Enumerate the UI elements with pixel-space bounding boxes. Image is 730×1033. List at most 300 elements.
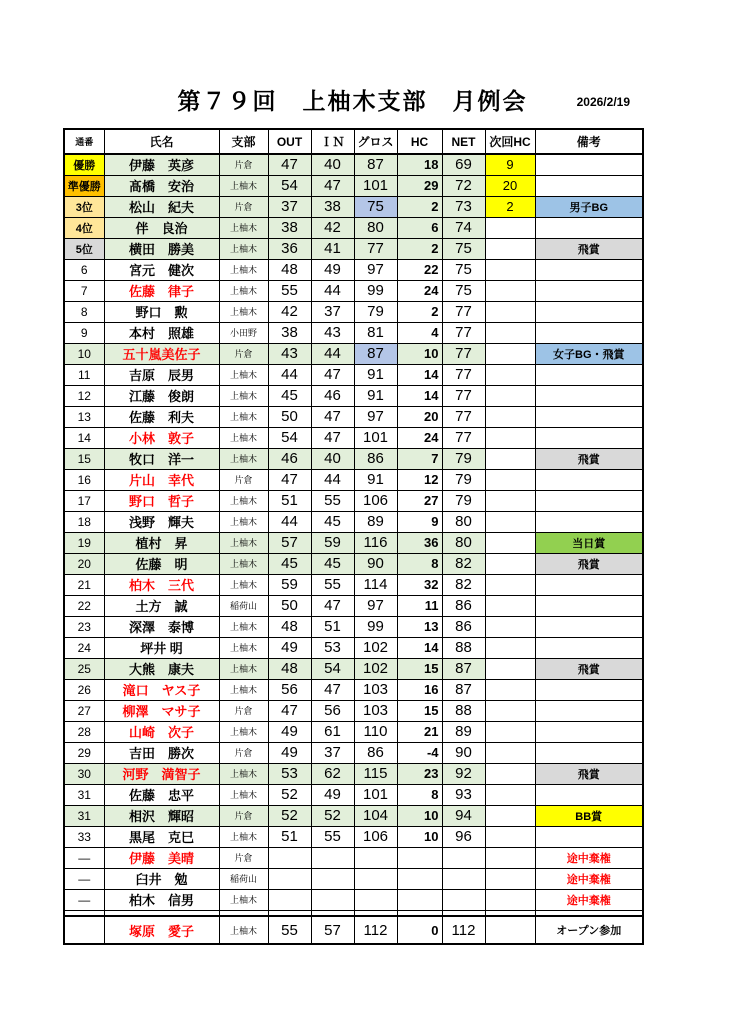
cell-rank: 15: [64, 448, 104, 469]
cell-in: 43: [311, 322, 354, 343]
cell-remark: 飛賞: [535, 553, 643, 574]
cell-in: 44: [311, 280, 354, 301]
cell-out: [268, 868, 311, 889]
cell-rank: 6: [64, 259, 104, 280]
cell-name: 塚原 愛子: [104, 916, 219, 944]
cell-next-hc: [485, 847, 535, 868]
cell-hc: 2: [397, 301, 442, 322]
cell-remark: [535, 385, 643, 406]
cell-out: 48: [268, 616, 311, 637]
cell-rank: 8: [64, 301, 104, 322]
cell-name: 相沢 輝昭: [104, 805, 219, 826]
cell-out: 38: [268, 217, 311, 238]
cell-next-hc: [485, 868, 535, 889]
cell-net: 77: [442, 427, 485, 448]
cell-in: 44: [311, 469, 354, 490]
table-row: [64, 742, 643, 763]
cell-in: 61: [311, 721, 354, 742]
cell-next-hc: [485, 469, 535, 490]
cell-hc: 14: [397, 637, 442, 658]
table-row: [64, 406, 643, 427]
cell-rank: 20: [64, 553, 104, 574]
cell-gross: 106: [354, 826, 397, 847]
cell-gross: 87: [354, 154, 397, 175]
cell-in: 47: [311, 679, 354, 700]
cell-rank: 14: [64, 427, 104, 448]
cell-in: 55: [311, 490, 354, 511]
cell-gross: 102: [354, 658, 397, 679]
cell-hc: 8: [397, 553, 442, 574]
cell-branch: 上柚木: [219, 616, 268, 637]
cell-hc: 32: [397, 574, 442, 595]
table-row: [64, 679, 643, 700]
table-row: [64, 658, 643, 679]
cell-branch: 上柚木: [219, 511, 268, 532]
cell-rank: 7: [64, 280, 104, 301]
cell-rank: 5位: [64, 238, 104, 259]
table-row: [64, 469, 643, 490]
cell-rank: 29: [64, 742, 104, 763]
cell-branch: 片倉: [219, 847, 268, 868]
cell-net: [442, 847, 485, 868]
cell-in: 44: [311, 343, 354, 364]
cell-in: 49: [311, 259, 354, 280]
cell-rank: 12: [64, 385, 104, 406]
table-row: [64, 721, 643, 742]
cell-rank: 11: [64, 364, 104, 385]
cell-name: 柏木 三代: [104, 574, 219, 595]
cell-out: 50: [268, 406, 311, 427]
cell-rank: [64, 916, 104, 944]
cell-name: 横田 勝美: [104, 238, 219, 259]
cell-name: 江藤 俊朗: [104, 385, 219, 406]
results-table: [63, 128, 644, 945]
cell-name: 野口 哲子: [104, 490, 219, 511]
cell-out: 48: [268, 658, 311, 679]
table-row: [64, 511, 643, 532]
cell-name: 五十嵐美佐子: [104, 343, 219, 364]
table-row: [64, 427, 643, 448]
cell-remark: [535, 301, 643, 322]
cell-out: 44: [268, 364, 311, 385]
cell-rank: 16: [64, 469, 104, 490]
cell-branch: 上柚木: [219, 763, 268, 784]
cell-gross: 104: [354, 805, 397, 826]
cell-next-hc: [485, 700, 535, 721]
cell-gross: 87: [354, 343, 397, 364]
cell-rank: 19: [64, 532, 104, 553]
cell-out: 36: [268, 238, 311, 259]
cell-name: 佐藤 利夫: [104, 406, 219, 427]
col-header-gross: グロス: [354, 129, 397, 154]
cell-next-hc: [485, 616, 535, 637]
cell-remark: [535, 637, 643, 658]
cell-hc: 20: [397, 406, 442, 427]
cell-out: 48: [268, 259, 311, 280]
cell-out: 55: [268, 916, 311, 944]
cell-net: 72: [442, 175, 485, 196]
cell-net: 94: [442, 805, 485, 826]
cell-net: 88: [442, 700, 485, 721]
header-row: [64, 129, 643, 154]
cell-next-hc: [485, 574, 535, 595]
table-row: [64, 868, 643, 889]
cell-out: 49: [268, 742, 311, 763]
cell-hc: 2: [397, 196, 442, 217]
cell-name: 吉田 勝次: [104, 742, 219, 763]
cell-gross: 103: [354, 679, 397, 700]
cell-remark: [535, 511, 643, 532]
cell-in: 37: [311, 742, 354, 763]
cell-remark: 飛賞: [535, 763, 643, 784]
cell-remark: [535, 595, 643, 616]
cell-hc: 18: [397, 154, 442, 175]
cell-in: 47: [311, 595, 354, 616]
cell-gross: 91: [354, 364, 397, 385]
cell-out: 52: [268, 805, 311, 826]
cell-rank: 9: [64, 322, 104, 343]
cell-out: [268, 847, 311, 868]
cell-hc: 12: [397, 469, 442, 490]
cell-remark: [535, 574, 643, 595]
cell-net: 79: [442, 469, 485, 490]
cell-branch: 上柚木: [219, 637, 268, 658]
cell-next-hc: [485, 763, 535, 784]
cell-remark: [535, 217, 643, 238]
cell-name: 深澤 泰博: [104, 616, 219, 637]
cell-hc: [397, 868, 442, 889]
cell-name: 柏木 信男: [104, 889, 219, 910]
cell-hc: 23: [397, 763, 442, 784]
cell-hc: 0: [397, 916, 442, 944]
cell-next-hc: [485, 658, 535, 679]
cell-gross: 90: [354, 553, 397, 574]
cell-hc: 24: [397, 427, 442, 448]
cell-next-hc: [485, 742, 535, 763]
cell-gross: 101: [354, 784, 397, 805]
cell-remark: [535, 490, 643, 511]
cell-rank: 24: [64, 637, 104, 658]
cell-gross: 91: [354, 469, 397, 490]
cell-branch: 片倉: [219, 343, 268, 364]
cell-branch: 上柚木: [219, 889, 268, 910]
cell-net: 80: [442, 532, 485, 553]
cell-gross: [354, 868, 397, 889]
table-row: [64, 301, 643, 322]
cell-remark: 途中棄権: [535, 889, 643, 910]
table-row: [64, 532, 643, 553]
cell-hc: -4: [397, 742, 442, 763]
cell-name: 吉原 辰男: [104, 364, 219, 385]
table-row: [64, 700, 643, 721]
cell-net: 90: [442, 742, 485, 763]
cell-branch: 片倉: [219, 700, 268, 721]
cell-remark: [535, 679, 643, 700]
cell-rank: 17: [64, 490, 104, 511]
table-row: [64, 322, 643, 343]
cell-rank: 21: [64, 574, 104, 595]
cell-rank: 31: [64, 784, 104, 805]
cell-branch: 上柚木: [219, 574, 268, 595]
col-header-next-hc: 次回HC: [485, 129, 535, 154]
cell-next-hc: [485, 826, 535, 847]
cell-next-hc: [485, 595, 535, 616]
cell-next-hc: [485, 280, 535, 301]
cell-net: 77: [442, 301, 485, 322]
cell-remark: [535, 322, 643, 343]
cell-rank: ―: [64, 847, 104, 868]
cell-remark: [535, 616, 643, 637]
cell-gross: [354, 889, 397, 910]
cell-name: 黒尾 克巳: [104, 826, 219, 847]
cell-gross: 116: [354, 532, 397, 553]
cell-net: 80: [442, 511, 485, 532]
cell-next-hc: [485, 511, 535, 532]
cell-branch: 上柚木: [219, 916, 268, 944]
cell-in: 37: [311, 301, 354, 322]
cell-next-hc: [485, 679, 535, 700]
cell-net: 75: [442, 238, 485, 259]
cell-name: 松山 紀夫: [104, 196, 219, 217]
cell-branch: 上柚木: [219, 427, 268, 448]
cell-gross: 86: [354, 742, 397, 763]
cell-in: 57: [311, 916, 354, 944]
cell-gross: 102: [354, 637, 397, 658]
cell-next-hc: 2: [485, 196, 535, 217]
cell-name: 柳澤 マサ子: [104, 700, 219, 721]
cell-out: 51: [268, 490, 311, 511]
cell-remark: [535, 742, 643, 763]
cell-gross: 106: [354, 490, 397, 511]
cell-branch: 上柚木: [219, 658, 268, 679]
cell-net: 89: [442, 721, 485, 742]
cell-hc: 4: [397, 322, 442, 343]
table-row: [64, 238, 643, 259]
cell-net: 77: [442, 322, 485, 343]
cell-in: 47: [311, 406, 354, 427]
cell-next-hc: [485, 553, 535, 574]
cell-hc: 36: [397, 532, 442, 553]
cell-net: 75: [442, 280, 485, 301]
cell-remark: 途中棄権: [535, 847, 643, 868]
cell-name: 伴 良治: [104, 217, 219, 238]
cell-in: 55: [311, 826, 354, 847]
cell-gross: 101: [354, 175, 397, 196]
cell-hc: 16: [397, 679, 442, 700]
cell-in: 62: [311, 763, 354, 784]
cell-gross: 99: [354, 616, 397, 637]
cell-in: 56: [311, 700, 354, 721]
cell-branch: 上柚木: [219, 679, 268, 700]
cell-rank: 準優勝: [64, 175, 104, 196]
cell-gross: 81: [354, 322, 397, 343]
cell-branch: 上柚木: [219, 280, 268, 301]
cell-name: 河野 満智子: [104, 763, 219, 784]
cell-out: 37: [268, 196, 311, 217]
cell-rank: 4位: [64, 217, 104, 238]
cell-next-hc: [485, 490, 535, 511]
table-row: [64, 784, 643, 805]
cell-branch: 片倉: [219, 196, 268, 217]
cell-net: 77: [442, 406, 485, 427]
table-row: [64, 259, 643, 280]
cell-out: 50: [268, 595, 311, 616]
cell-branch: 上柚木: [219, 826, 268, 847]
cell-out: 47: [268, 154, 311, 175]
cell-out: 52: [268, 784, 311, 805]
cell-gross: 97: [354, 406, 397, 427]
cell-rank: 26: [64, 679, 104, 700]
cell-remark: 飛賞: [535, 238, 643, 259]
table-row: [64, 175, 643, 196]
cell-next-hc: [485, 217, 535, 238]
table-row: [64, 637, 643, 658]
col-header-name: 氏名: [104, 129, 219, 154]
cell-name: 臼井 勉: [104, 868, 219, 889]
table-row: [64, 385, 643, 406]
cell-branch: 小田野: [219, 322, 268, 343]
cell-net: 79: [442, 448, 485, 469]
cell-net: 77: [442, 385, 485, 406]
cell-remark: [535, 469, 643, 490]
cell-out: 47: [268, 469, 311, 490]
cell-out: 59: [268, 574, 311, 595]
title-row: [63, 86, 642, 116]
cell-hc: 10: [397, 826, 442, 847]
cell-name: 本村 照雄: [104, 322, 219, 343]
cell-remark: [535, 154, 643, 175]
cell-name: 佐藤 律子: [104, 280, 219, 301]
cell-in: [311, 868, 354, 889]
cell-hc: 7: [397, 448, 442, 469]
cell-branch: 上柚木: [219, 448, 268, 469]
cell-branch: 上柚木: [219, 784, 268, 805]
cell-hc: [397, 889, 442, 910]
cell-gross: 114: [354, 574, 397, 595]
cell-out: [268, 889, 311, 910]
cell-net: 69: [442, 154, 485, 175]
col-header-hc: HC: [397, 129, 442, 154]
cell-name: 浅野 輝夫: [104, 511, 219, 532]
cell-branch: 上柚木: [219, 217, 268, 238]
cell-in: 59: [311, 532, 354, 553]
cell-branch: 上柚木: [219, 490, 268, 511]
cell-name: 宮元 健次: [104, 259, 219, 280]
table-row: [64, 490, 643, 511]
cell-next-hc: [485, 343, 535, 364]
cell-net: 92: [442, 763, 485, 784]
cell-out: 54: [268, 427, 311, 448]
cell-hc: 15: [397, 700, 442, 721]
cell-gross: 112: [354, 916, 397, 944]
cell-remark: 途中棄権: [535, 868, 643, 889]
table-row: [64, 280, 643, 301]
cell-in: 47: [311, 364, 354, 385]
cell-gross: 79: [354, 301, 397, 322]
cell-out: 57: [268, 532, 311, 553]
cell-net: 74: [442, 217, 485, 238]
cell-remark: [535, 721, 643, 742]
cell-rank: 13: [64, 406, 104, 427]
cell-out: 38: [268, 322, 311, 343]
cell-in: 45: [311, 553, 354, 574]
cell-next-hc: [485, 385, 535, 406]
cell-name: 牧口 洋一: [104, 448, 219, 469]
cell-next-hc: [485, 448, 535, 469]
cell-hc: 27: [397, 490, 442, 511]
cell-branch: 片倉: [219, 469, 268, 490]
cell-in: [311, 847, 354, 868]
cell-gross: 89: [354, 511, 397, 532]
cell-gross: 86: [354, 448, 397, 469]
cell-net: 86: [442, 616, 485, 637]
cell-out: 43: [268, 343, 311, 364]
cell-next-hc: [485, 784, 535, 805]
cell-gross: 97: [354, 595, 397, 616]
cell-in: 54: [311, 658, 354, 679]
cell-branch: 上柚木: [219, 553, 268, 574]
cell-branch: 上柚木: [219, 301, 268, 322]
table-row: [64, 763, 643, 784]
cell-remark: BB賞: [535, 805, 643, 826]
cell-branch: 片倉: [219, 742, 268, 763]
cell-next-hc: [485, 427, 535, 448]
cell-in: 51: [311, 616, 354, 637]
cell-in: 42: [311, 217, 354, 238]
cell-rank: ―: [64, 889, 104, 910]
cell-in: 47: [311, 427, 354, 448]
table-row: [64, 847, 643, 868]
cell-out: 56: [268, 679, 311, 700]
cell-remark: 飛賞: [535, 658, 643, 679]
cell-next-hc: [485, 301, 535, 322]
cell-branch: 片倉: [219, 154, 268, 175]
cell-remark: [535, 364, 643, 385]
cell-name: 山崎 次子: [104, 721, 219, 742]
cell-next-hc: [485, 532, 535, 553]
cell-net: 87: [442, 679, 485, 700]
cell-next-hc: [485, 721, 535, 742]
cell-branch: 稲荷山: [219, 595, 268, 616]
cell-remark: [535, 259, 643, 280]
cell-branch: 上柚木: [219, 721, 268, 742]
cell-name: 佐藤 忠平: [104, 784, 219, 805]
cell-out: 49: [268, 637, 311, 658]
cell-net: 79: [442, 490, 485, 511]
cell-name: 大熊 康夫: [104, 658, 219, 679]
cell-net: [442, 889, 485, 910]
cell-branch: 上柚木: [219, 238, 268, 259]
cell-hc: 29: [397, 175, 442, 196]
cell-net: 112: [442, 916, 485, 944]
cell-in: 38: [311, 196, 354, 217]
cell-in: 55: [311, 574, 354, 595]
cell-next-hc: [485, 364, 535, 385]
cell-gross: [354, 847, 397, 868]
cell-next-hc: [485, 805, 535, 826]
cell-name: 植村 昇: [104, 532, 219, 553]
col-header-out: OUT: [268, 129, 311, 154]
cell-name: 片山 幸代: [104, 469, 219, 490]
cell-next-hc: [485, 637, 535, 658]
cell-next-hc: [485, 889, 535, 910]
cell-remark: [535, 700, 643, 721]
cell-branch: 上柚木: [219, 532, 268, 553]
cell-in: 52: [311, 805, 354, 826]
cell-branch: 稲荷山: [219, 868, 268, 889]
cell-remark: [535, 280, 643, 301]
cell-net: 87: [442, 658, 485, 679]
